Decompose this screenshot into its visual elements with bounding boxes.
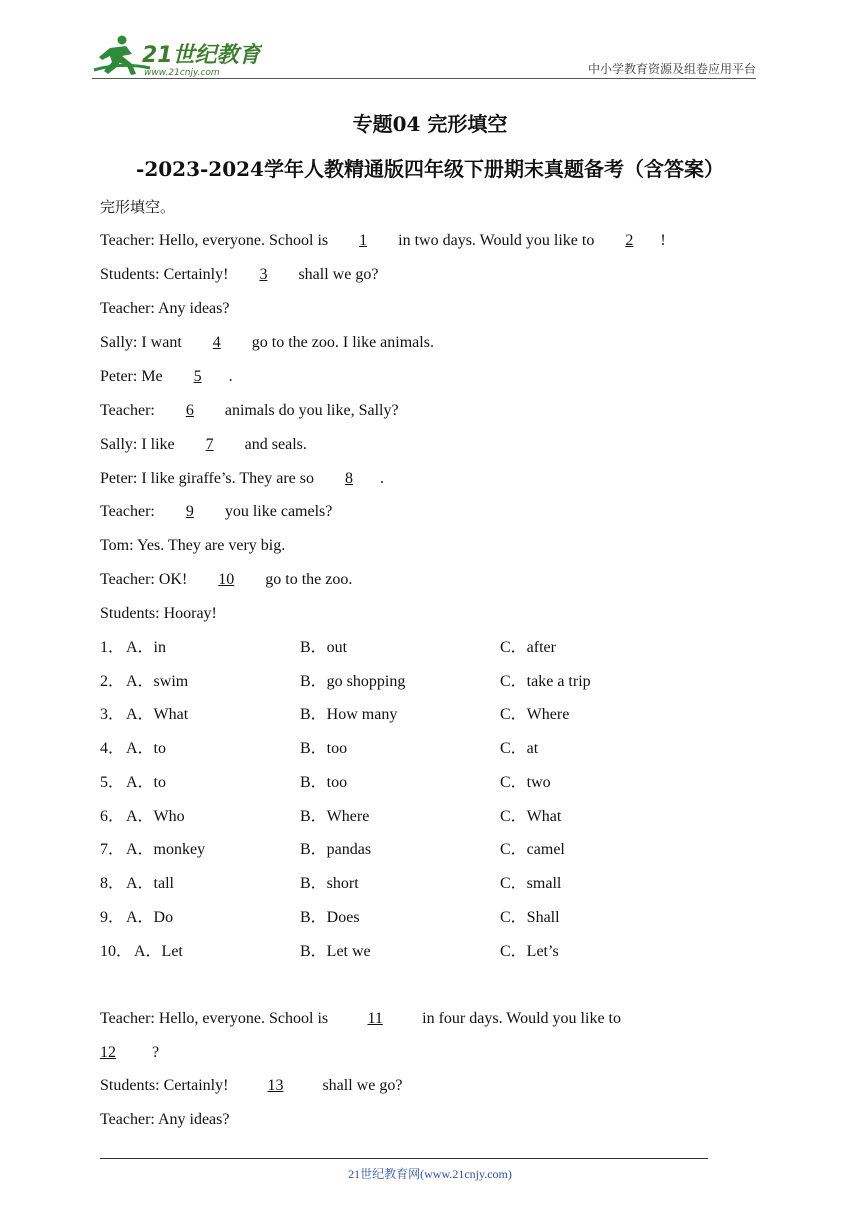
blank-1: 1 [359, 232, 368, 249]
option-b: B．short [300, 875, 359, 892]
option-a: A．to [126, 740, 167, 757]
blank-6: 6 [185, 402, 194, 419]
passage-line: Students: Certainly! 13 shall we go? [100, 1077, 403, 1094]
blank-8: 8 [345, 470, 353, 487]
page-header [92, 30, 756, 78]
option-b: B．pandas [300, 841, 372, 858]
option-a: A．swim [126, 673, 189, 690]
blank-10: 10 [218, 571, 235, 588]
option-c: C．take a trip [500, 673, 591, 690]
option-b: B．out [300, 639, 348, 656]
option-c: C．two [500, 774, 551, 791]
passage-line: 12 ? [100, 1044, 160, 1061]
title-line-2: -2023-2024学年人教精通版四年级下册期末真题备考（含答案） [136, 157, 724, 181]
blank-11: 11 [367, 1010, 383, 1027]
title-line-1: 专题04 完形填空 [352, 112, 508, 136]
option-c: C．Let’s [500, 943, 559, 960]
option-a: A．to [126, 774, 167, 791]
passage-line: Teacher: 6 animals do you like, Sally? [100, 402, 399, 419]
header-platform-text: 中小学教育资源及组卷应用平台 [587, 62, 756, 76]
passage-line: Teacher: Any ideas? [100, 300, 230, 317]
svg-text:www.21cnjy.com: www.21cnjy.com [144, 68, 220, 78]
header-divider [92, 78, 756, 79]
passage-line: Teacher: Any ideas? [100, 1111, 230, 1128]
passage-line: Sally: I like 7 and seals. [100, 436, 307, 453]
passage-line: Sally: I want 4 go to the zoo. I like animals. [100, 334, 434, 351]
passage-line: Teacher: Hello, everyone. School is 11 in four days. Would you like to [100, 1010, 625, 1027]
option-b: B．Let we [300, 943, 371, 960]
option-c: C．Shall [500, 909, 560, 926]
option-b: B．too [300, 774, 348, 791]
blank-12: 12 [100, 1044, 116, 1061]
option-c: C．small [500, 875, 562, 892]
svg-text:21世纪教育: 21世纪教育 [142, 43, 261, 68]
passage-line: Students: Hooray! [100, 605, 217, 622]
passage-line: Peter: Me 5 . [100, 368, 233, 385]
option-c: C．What [500, 808, 562, 825]
passage-line: Teacher: 9 you like camels? [100, 503, 333, 520]
blank-7: 7 [205, 436, 214, 453]
option-a: A．Do [126, 909, 174, 926]
option-b: B．too [300, 740, 348, 757]
option-c: C．camel [500, 841, 565, 858]
instruction: 完形填空。 [100, 198, 176, 216]
blank-5: 5 [193, 368, 202, 385]
option-b: B．How many [300, 706, 398, 723]
blank-13: 13 [267, 1077, 284, 1094]
option-a: A．Let [134, 943, 183, 960]
option-a: A．monkey [126, 841, 206, 858]
passage-line: Peter: I like giraffe’s. They are so 8 . [100, 470, 384, 487]
passage-line: Teacher: OK! 10 go to the zoo. [100, 571, 353, 588]
option-a: A．tall [126, 875, 174, 892]
option-b: B．Where [300, 808, 370, 825]
logo-21cnjy [92, 34, 262, 78]
option-c: C．at [500, 740, 539, 757]
option-b: B．go shopping [300, 673, 406, 690]
blank-3: 3 [259, 266, 268, 283]
option-b: B．Does [300, 909, 360, 926]
footer-link[interactable]: 21世纪教育网(www.21cnjy.com) [348, 1167, 512, 1181]
option-c: C．after [500, 639, 556, 656]
option-a: A．Who [126, 808, 185, 825]
blank-2: 2 [625, 232, 634, 249]
blank-4: 4 [212, 334, 221, 351]
passage-line: Students: Certainly! 3 shall we go? [100, 266, 379, 283]
option-a: A．in [126, 639, 167, 656]
footer-divider [100, 1158, 708, 1159]
passage-line: Tom: Yes. They are very big. [100, 537, 286, 554]
passage-line: Teacher: Hello, everyone. School is 1 in two days. Would you like to 2 ! [100, 232, 666, 249]
blank-9: 9 [185, 503, 194, 520]
option-a: A．What [126, 706, 189, 723]
option-c: C．Where [500, 706, 570, 723]
